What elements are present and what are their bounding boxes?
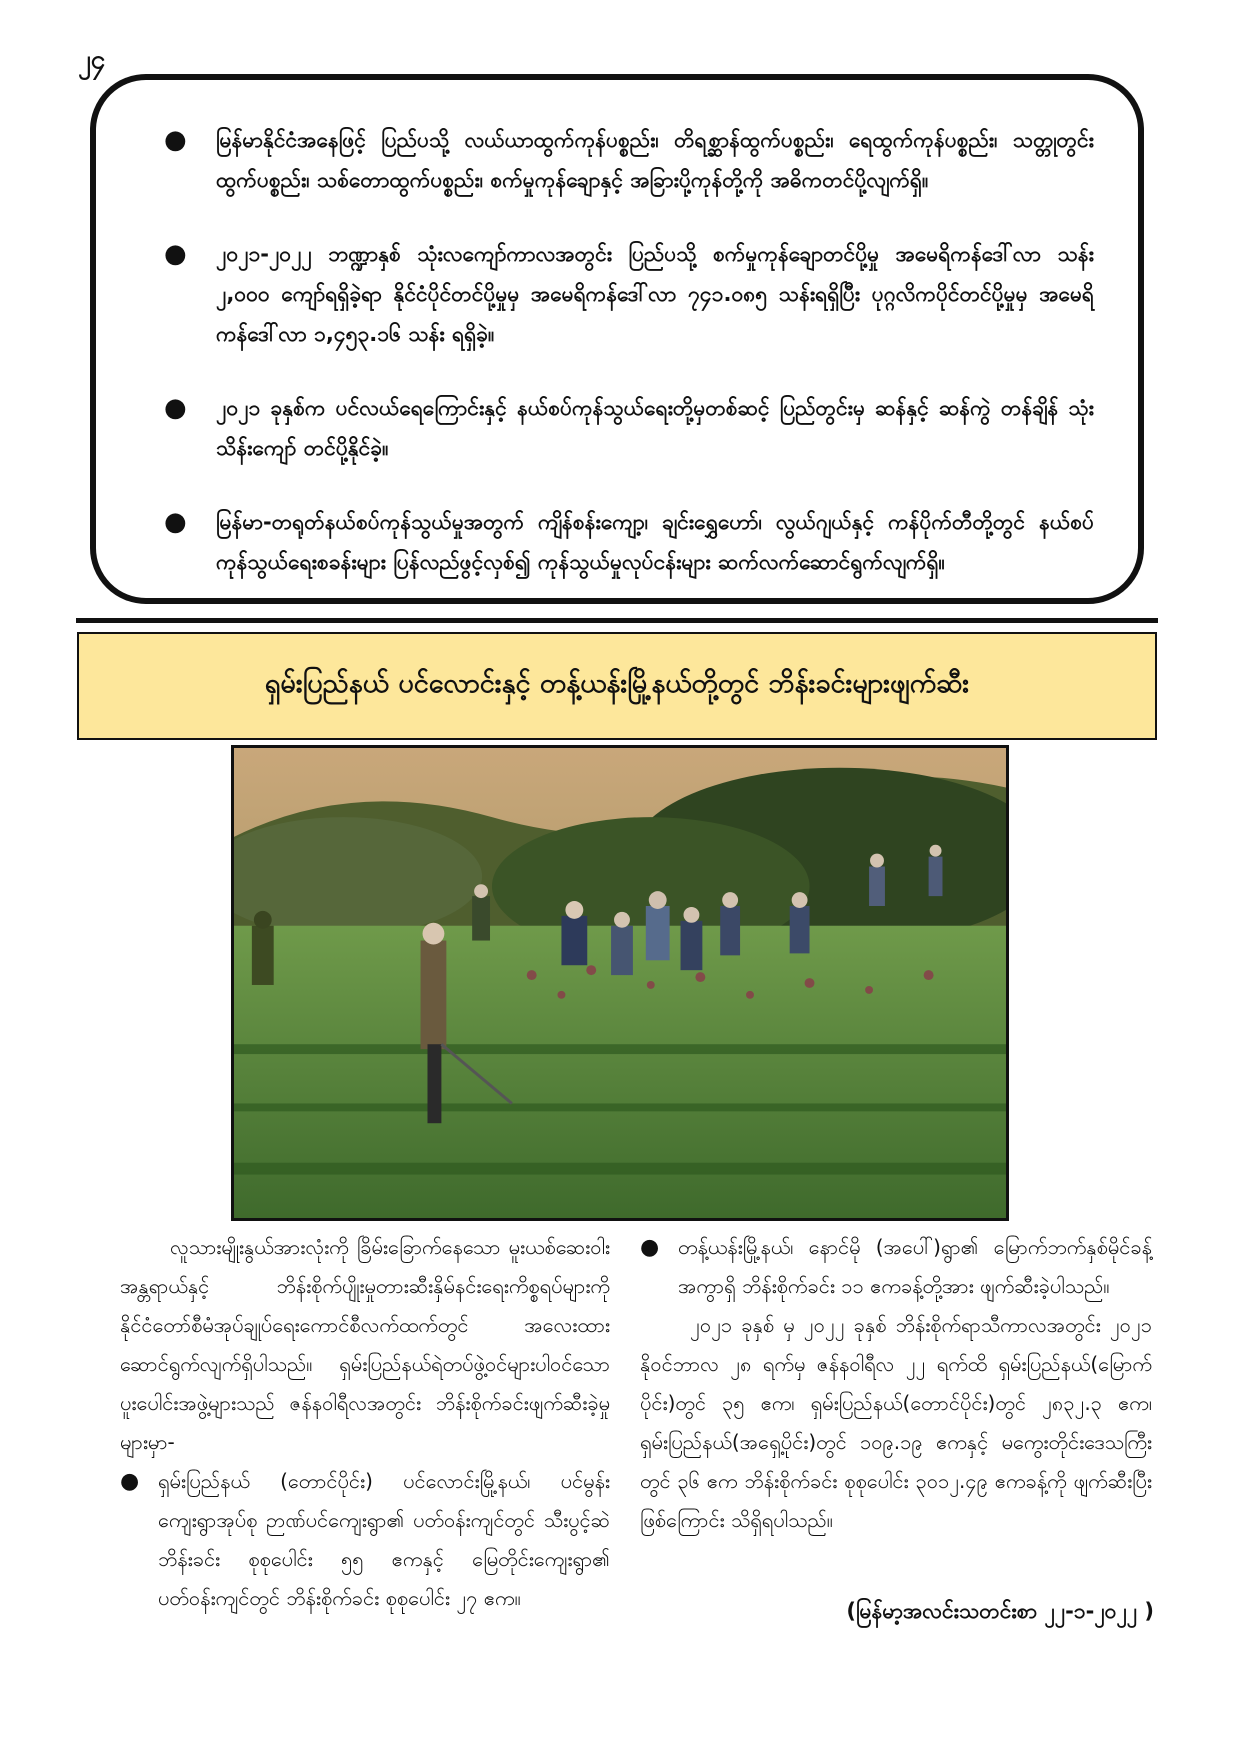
page-number: ၂၄ (78, 45, 106, 75)
bullet-icon: ● (164, 393, 187, 423)
bullet-icon: ● (640, 1235, 660, 1260)
summary-box (90, 74, 1144, 604)
summary-text: မြန်မာနိုင်ငံအနေဖြင့် ပြည်ပသို့ လယ်ယာထွက်ကုန်ပစ္စည်း၊ တိရစ္ဆာန်ထွက်ပစ္စည်း၊ ရေထွက်ကုန်ပစ္စည်း၊ သတ္တုတွင်းထွက်ပစ္စည်း၊ သစ်တောထွက်ပစ္စည်း၊ စက်မှုကုန်ချောနှင့် အခြားပို့ကုန်တို့ကို အဓိကတင်ပို့လျက်ရှိ။ (216, 128, 1094, 192)
source-credit: (မြန်မာ့အလင်းသတင်းစာ ၂၂-၁-၂၀၂၂ ) (846, 1599, 1154, 1623)
summary-item (154, 502, 1094, 582)
bullet-text: တန့်ယန်းမြို့နယ်၊ နောင်မို (အပေါ်)ရွာ၏ မြောက်ဘက်နှစ်မိုင်ခန့်အကွာရှိ ဘိန်းစိုက်ခင်း ၁၁ ဧကခန့်တို့အား ဖျက်ဆီးခဲ့ပါသည်။ (678, 1235, 1152, 1298)
summary-item (154, 388, 1094, 468)
bullet-icon: ● (164, 239, 187, 269)
right-column (640, 1228, 1152, 1540)
bullet-text: ရှမ်းပြည်နယ် (တောင်ပိုင်း) ပင်လောင်းမြို့နယ်၊ ပင်မွန်းကျေးရွာအုပ်စု ဉာဏ်ပင်ကျေးရွာ၏ ပတ်ဝန်းကျင်တွင် သီးပွင့်ဆဲဘိန်းခင်း စုစုပေါင်း ၅၅ ဧကနှင့် မြေတိုင်းကျေးရွာ၏ ပတ်ဝန်းကျင်တွင် ဘိန်းစိုက်ခင်း စုစုပေါင်း ၂၇ ဧက။ (158, 1469, 610, 1610)
bullet-icon: ● (164, 125, 187, 155)
news-photo (231, 745, 1009, 1221)
article-paragraph: ၂၀၂၁ ခုနှစ် မှ ၂၀၂၂ ခုနှစ် ဘိန်းစိုက်ရာသီကာလအတွင်း ၂၀၂၁ နိုဝင်ဘာလ ၂၈ ရက်မှ ဇန်နဝါရီလ ၂၂ ရက်ထိ ရှမ်းပြည်နယ်(မြောက်ပိုင်း)တွင် ၃၅ ဧက၊ ရှမ်းပြည်နယ်(တောင်ပိုင်း)တွင် ၂၈၃၂.၃ ဧက၊ ရှမ်းပြည်နယ်(အရှေ့ပိုင်း)တွင် ၁၀၉.၁၉ ဧကနှင့် မကွေးတိုင်းဒေသကြီးတွင် ၃၆ ဧက ဘိန်းစိုက်ခင်း စုစုပေါင်း ၃၀၁၂.၄၉ ဧကခန့်ကို ဖျက်ဆီးပြီးဖြစ်ကြောင်း သိရှိရပါသည်။ (640, 1313, 1152, 1532)
left-column (120, 1228, 610, 1618)
summary-text: မြန်မာ-တရုတ်နယ်စပ်ကုန်သွယ်မှုအတွက် ကျိန်စန်းကျော့၊ ချင်းရွှေဟော်၊ လွယ်ဂျယ်နှင့် ကန်ပိုက်တီတို့တွင် နယ်စပ်ကုန်သွယ်ရေးစခန်းများ ပြန်လည်ဖွင့်လှစ်၍ ကုန်သွယ်မှုလုပ်ငန်းများ ဆက်လက်ဆောင်ရွက်လျက်ရှိ။ (216, 510, 1094, 574)
poppy-field-photo (234, 748, 1006, 1218)
article-bullet (640, 1228, 1152, 1306)
article-bullet (120, 1462, 610, 1618)
summary-text: ၂၀၂၁-၂၀၂၂ ဘဏ္ဍာနှစ် သုံးလကျော်ကာလအတွင်း ပြည်ပသို့ စက်မှုကုန်ချောတင်ပို့မှု အမေရိကန်ဒေါ်လာ သန်း ၂,၀၀၀ ကျော်ရရှိခဲ့ရာ နိုင်ငံပိုင်တင်ပို့မှုမှ အမေရိကန်ဒေါ်လာ ၇၄၁.၀၈၅ သန်းရရှိပြီး ပုဂ္ဂလိကပိုင်တင်ပို့မှုမှ အမေရိကန်ဒေါ်လာ ၁,၄၅၃.၁၆ သန်း ရရှိခဲ့။ (216, 242, 1094, 346)
summary-list (154, 120, 1094, 582)
headline-banner (77, 632, 1157, 740)
summary-item (154, 120, 1094, 200)
section-divider (76, 618, 1158, 623)
summary-text: ၂၀၂၁ ခုနှစ်က ပင်လယ်ရေကြောင်းနှင့် နယ်စပ်ကုန်သွယ်ရေးတို့မှတစ်ဆင့် ပြည်တွင်းမှ ဆန်နှင့် ဆန်ကွဲ တန်ချိန် သုံးသိန်းကျော် တင်ပို့နိုင်ခဲ့။ (216, 396, 1094, 460)
article-headline: ရှမ်းပြည်နယ် ပင်လောင်းနှင့် တန့်ယန်းမြို့နယ်တို့တွင် ဘိန်းခင်းများဖျက်ဆီး (264, 668, 970, 699)
bullet-icon: ● (164, 507, 187, 537)
bullet-icon: ● (120, 1469, 140, 1494)
article-paragraph: လူသားမျိုးနွယ်အားလုံးကို ခြိမ်းခြောက်နေသော မူးယစ်ဆေးဝါးအန္တရာယ်နှင့် ဘိန်းစိုက်ပျိုးမှုတားဆီးနှိမ်နင်းရေးကိစ္စရပ်များကို နိုင်ငံတော်စီမံအုပ်ချုပ်ရေးကောင်စီလက်ထက်တွင် အလေးထားဆောင်ရွက်လျက်ရှိပါသည်။ ရှမ်းပြည်နယ်ရဲတပ်ဖွဲ့ဝင်များပါဝင်သော ပူးပေါင်းအဖွဲ့များသည် ဇန်နဝါရီလအတွင်း ဘိန်းစိုက်ခင်းဖျက်ဆီးခဲ့မှုများမှာ- (120, 1235, 610, 1454)
summary-item (154, 234, 1094, 354)
